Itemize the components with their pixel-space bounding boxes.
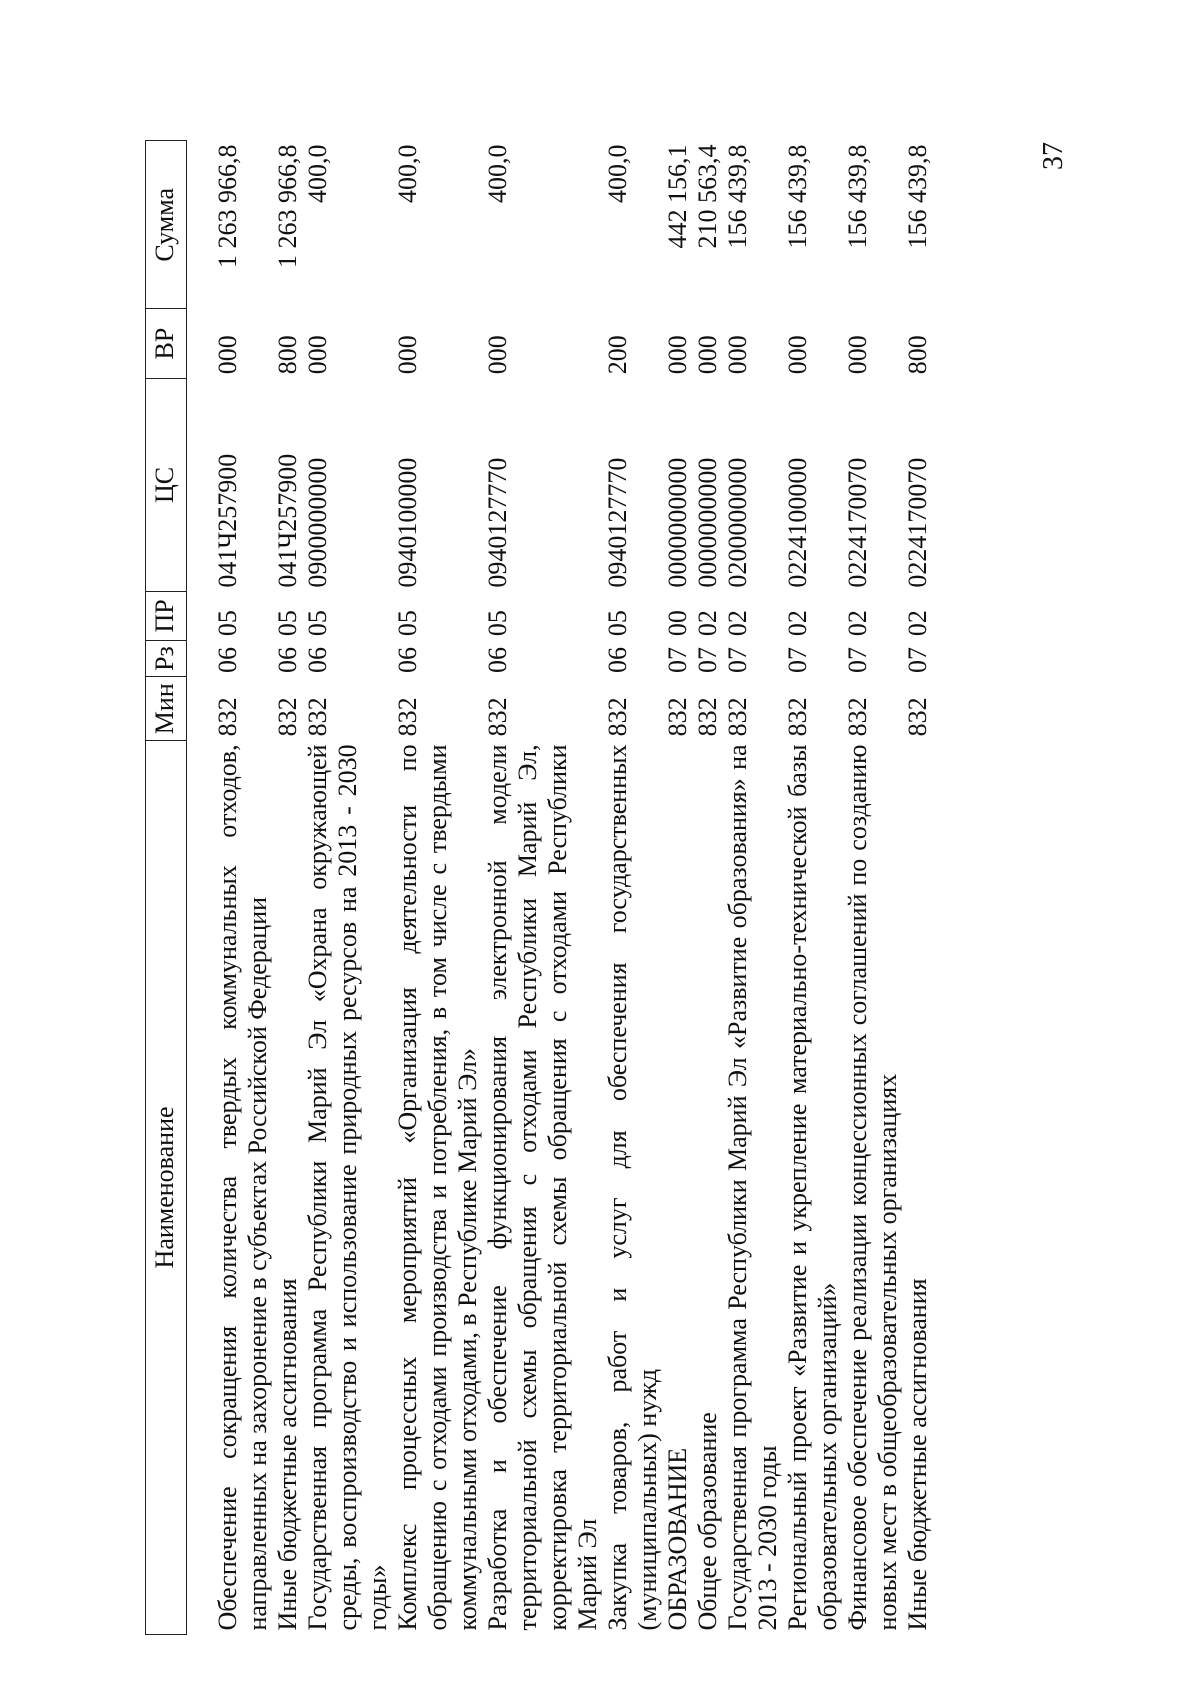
header-sum: Сумма bbox=[146, 141, 187, 309]
page-number: 37 bbox=[1038, 142, 1069, 170]
row-pr: 02 bbox=[843, 610, 872, 637]
row-rz: 06 bbox=[213, 646, 242, 673]
row-cs: 0900000000 bbox=[303, 457, 332, 588]
row-rz: 06 bbox=[393, 646, 422, 673]
row-name: Финансовое обеспечение реализации концессионных соглашений по созданию новых мест в общеобразовательных организациях bbox=[843, 744, 902, 1631]
table-row bbox=[603, 141, 663, 1635]
table-header-row bbox=[146, 141, 187, 1635]
row-min: 832 bbox=[693, 697, 722, 737]
row-name: Закупка товаров, работ и услуг для обеспечения государственных (муниципальных) нужд bbox=[603, 744, 662, 1631]
table-row bbox=[213, 141, 273, 1635]
table-row bbox=[783, 141, 843, 1635]
table-row bbox=[483, 141, 603, 1635]
row-pr: 05 bbox=[303, 610, 332, 637]
row-sum: 156 439,8 bbox=[843, 144, 872, 249]
row-min: 832 bbox=[303, 697, 332, 737]
row-cs: 041Ч257900 bbox=[273, 453, 302, 588]
row-cs: 0224170070 bbox=[903, 457, 932, 588]
row-min: 832 bbox=[393, 697, 422, 737]
row-cs: 0940100000 bbox=[393, 457, 422, 588]
row-cs: 0224170070 bbox=[843, 457, 872, 588]
row-min: 832 bbox=[483, 697, 512, 737]
row-min: 832 bbox=[783, 697, 812, 737]
row-vr: 000 bbox=[303, 335, 332, 375]
row-name: Иные бюджетные ассигнования bbox=[273, 1278, 302, 1631]
row-sum: 400,0 bbox=[603, 144, 632, 203]
table-body bbox=[187, 141, 934, 1635]
row-rz: 07 bbox=[693, 646, 722, 673]
row-sum: 210 563,4 bbox=[693, 144, 722, 249]
row-name: Иные бюджетные ассигнования bbox=[903, 1278, 932, 1631]
row-min: 832 bbox=[663, 697, 692, 737]
row-vr: 000 bbox=[783, 335, 812, 375]
row-min: 832 bbox=[903, 697, 932, 737]
row-pr: 05 bbox=[213, 610, 242, 637]
row-name: Государственная программа Республики Марий Эл «Охрана окружающей среды, воспроизводство и использование природных ресурсов на 2013 - 2030 годы» bbox=[303, 744, 392, 1631]
header-pr: ПР bbox=[146, 592, 187, 640]
row-sum: 442 156,1 bbox=[663, 144, 692, 249]
row-vr: 000 bbox=[693, 335, 722, 375]
row-vr: 800 bbox=[903, 335, 932, 375]
row-cs: 041Ч257900 bbox=[213, 453, 242, 588]
row-sum: 156 439,8 bbox=[783, 144, 812, 249]
row-rz: 07 bbox=[903, 646, 932, 673]
row-pr: 05 bbox=[393, 610, 422, 637]
row-cs: 0940127770 bbox=[483, 457, 512, 588]
row-vr: 000 bbox=[843, 335, 872, 375]
row-pr: 02 bbox=[903, 610, 932, 637]
row-pr: 00 bbox=[663, 610, 692, 637]
row-pr: 02 bbox=[783, 610, 812, 637]
row-cs: 0000000000 bbox=[663, 457, 692, 588]
row-name: Разработка и обеспечение функционирования электронной модели территориальной схемы обращения с отходами Республики Марий Эл, корректировка территориальной схемы обращения с отходами Республики Марий Эл bbox=[483, 744, 602, 1631]
row-name: ОБРАЗОВАНИЕ bbox=[663, 1447, 692, 1631]
header-min: Мин bbox=[146, 677, 187, 740]
row-rz: 07 bbox=[783, 646, 812, 673]
row-vr: 800 bbox=[273, 335, 302, 375]
row-pr: 02 bbox=[693, 610, 722, 637]
row-sum: 156 439,8 bbox=[903, 144, 932, 249]
row-sum: 1 263 966,8 bbox=[273, 144, 302, 268]
row-rz: 06 bbox=[303, 646, 332, 673]
row-min: 832 bbox=[273, 697, 302, 737]
table-row bbox=[843, 141, 903, 1635]
row-sum: 156 439,8 bbox=[723, 144, 752, 249]
header-name: Наименование bbox=[146, 740, 187, 1634]
row-cs: 0000000000 bbox=[693, 457, 722, 588]
header-cs: ЦС bbox=[146, 378, 187, 591]
row-rz: 07 bbox=[843, 646, 872, 673]
row-name: Государственная программа Республики Марий Эл «Развитие образования» на 2013 - 2030 годы bbox=[723, 744, 782, 1631]
row-pr: 05 bbox=[483, 610, 512, 637]
row-vr: 000 bbox=[213, 335, 242, 375]
row-vr: 000 bbox=[663, 335, 692, 375]
row-vr: 000 bbox=[723, 335, 752, 375]
row-rz: 07 bbox=[723, 646, 752, 673]
row-rz: 06 bbox=[603, 646, 632, 673]
row-min: 832 bbox=[843, 697, 872, 737]
row-vr: 000 bbox=[393, 335, 422, 375]
table-row bbox=[693, 141, 723, 1635]
table-row bbox=[903, 141, 933, 1635]
budget-table-page bbox=[145, 140, 1000, 1635]
row-min: 832 bbox=[213, 697, 242, 737]
row-vr: 000 bbox=[483, 335, 512, 375]
row-min: 832 bbox=[723, 697, 752, 737]
table-row bbox=[273, 141, 303, 1635]
row-sum: 1 263 966,8 bbox=[213, 144, 242, 268]
budget-table bbox=[145, 140, 933, 1635]
row-sum: 400,0 bbox=[393, 144, 422, 203]
row-pr: 05 bbox=[603, 610, 632, 637]
header-rz: Рз bbox=[146, 640, 187, 677]
table-row bbox=[663, 141, 693, 1635]
row-sum: 400,0 bbox=[483, 144, 512, 203]
table-row bbox=[723, 141, 783, 1635]
row-rz: 06 bbox=[483, 646, 512, 673]
row-name: Общее образование bbox=[693, 1412, 722, 1631]
row-name: Комплекс процессных мероприятий «Организация деятельности по обращению с отходами производства и потребления, в том числе с твердыми коммунальными отходами, в Республике Марий Эл» bbox=[393, 744, 482, 1631]
row-min: 832 bbox=[603, 697, 632, 737]
table-row bbox=[393, 141, 483, 1635]
row-rz: 06 bbox=[273, 646, 302, 673]
header-vr: ВР bbox=[146, 309, 187, 378]
row-cs: 0200000000 bbox=[723, 457, 752, 588]
row-cs: 0224100000 bbox=[783, 457, 812, 588]
row-sum: 400,0 bbox=[303, 144, 332, 203]
row-pr: 05 bbox=[273, 610, 302, 637]
row-name: Обеспечение сокращения количества твердых коммунальных отходов, направленных на захоронение в субъектах Российской Федерации bbox=[213, 744, 272, 1631]
row-rz: 07 bbox=[663, 646, 692, 673]
row-cs: 0940127770 bbox=[603, 457, 632, 588]
row-name: Региональный проект «Развитие и укрепление материально-технической базы образовательных организаций» bbox=[783, 744, 842, 1631]
row-pr: 02 bbox=[723, 610, 752, 637]
row-vr: 200 bbox=[603, 335, 632, 375]
table-row bbox=[303, 141, 393, 1635]
